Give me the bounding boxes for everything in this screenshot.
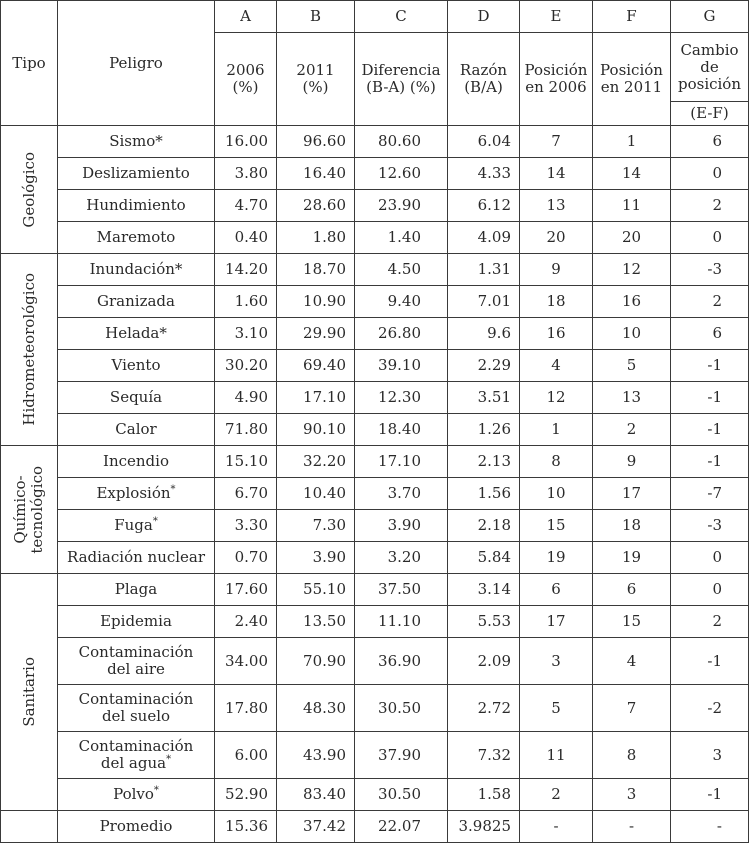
value-razon: 2.09 bbox=[448, 638, 520, 685]
value-2011: 96.60 bbox=[277, 126, 355, 158]
header-2006-line1: 2006 bbox=[226, 61, 265, 79]
value-2006: 17.80 bbox=[215, 685, 277, 732]
peligro-cell: Calor bbox=[58, 414, 215, 446]
peligro-cell bbox=[58, 779, 215, 811]
value-cambio: -3 bbox=[671, 510, 749, 542]
value-posicion-2006: 1 bbox=[520, 414, 593, 446]
header-letters-row bbox=[1, 1, 749, 33]
peligro-line2: del aire bbox=[107, 660, 165, 678]
value-cambio: 0 bbox=[671, 158, 749, 190]
value-posicion-2011: 8 bbox=[593, 732, 671, 779]
header-letter-e: E bbox=[520, 1, 593, 33]
value-posicion-2011: 2 bbox=[593, 414, 671, 446]
value-razon: 1.31 bbox=[448, 254, 520, 286]
header-cambio-line1: Cambio bbox=[680, 40, 739, 59]
table-row bbox=[1, 542, 749, 574]
value-diferencia: 17.10 bbox=[355, 446, 448, 478]
peligro-cell: Helada* bbox=[58, 318, 215, 350]
value-posicion-2006: 6 bbox=[520, 574, 593, 606]
value-posicion-2011: 10 bbox=[593, 318, 671, 350]
header-posicion-2011 bbox=[593, 33, 671, 126]
value-2006: 3.30 bbox=[215, 510, 277, 542]
value-2006: 6.00 bbox=[215, 732, 277, 779]
value-2011: 3.90 bbox=[277, 542, 355, 574]
value-2011: 29.90 bbox=[277, 318, 355, 350]
value-diferencia: 9.40 bbox=[355, 286, 448, 318]
value-posicion-2011: 6 bbox=[593, 574, 671, 606]
value-2011: 48.30 bbox=[277, 685, 355, 732]
peligro-line2: del suelo bbox=[101, 707, 171, 725]
value-2006: 4.70 bbox=[215, 190, 277, 222]
header-posicion-2006-line1: Posición bbox=[524, 61, 588, 79]
value-posicion-2011: 12 bbox=[593, 254, 671, 286]
value-2006: 34.00 bbox=[215, 638, 277, 685]
table-row bbox=[1, 510, 749, 542]
value-2011: 1.80 bbox=[277, 222, 355, 254]
value-posicion-2006: 13 bbox=[520, 190, 593, 222]
value-2011: 18.70 bbox=[277, 254, 355, 286]
header-letter-f: F bbox=[593, 1, 671, 33]
value-razon: 7.01 bbox=[448, 286, 520, 318]
tipo-geologico bbox=[1, 126, 58, 254]
peligro-label: Fuga bbox=[114, 516, 153, 534]
peligro-line1: Contaminación bbox=[78, 737, 194, 755]
value-diferencia: 80.60 bbox=[355, 126, 448, 158]
table-row bbox=[1, 126, 749, 158]
header-2011-line1: 2011 bbox=[296, 61, 335, 79]
value-posicion-2011: 11 bbox=[593, 190, 671, 222]
value-diferencia: 30.50 bbox=[355, 685, 448, 732]
value-posicion-2006: 14 bbox=[520, 158, 593, 190]
peligro-cell: Incendio bbox=[58, 446, 215, 478]
table-row bbox=[1, 414, 749, 446]
value-posicion-2011: 14 bbox=[593, 158, 671, 190]
value-diferencia: 3.20 bbox=[355, 542, 448, 574]
value-cambio: -1 bbox=[671, 414, 749, 446]
average-label: Promedio bbox=[58, 811, 215, 843]
value-2006: 71.80 bbox=[215, 414, 277, 446]
value-2011: 13.50 bbox=[277, 606, 355, 638]
value-2006: 17.60 bbox=[215, 574, 277, 606]
value-posicion-2011: 19 bbox=[593, 542, 671, 574]
header-cambio-posicion bbox=[671, 33, 749, 102]
value-cambio: -3 bbox=[671, 254, 749, 286]
value-posicion-2011: 17 bbox=[593, 478, 671, 510]
header-2011-line2: (%) bbox=[302, 78, 329, 96]
value-diferencia: 36.90 bbox=[355, 638, 448, 685]
table-row bbox=[1, 606, 749, 638]
tipo-label-line2: tecnológico bbox=[28, 465, 46, 554]
header-posicion-2006-line2: en 2006 bbox=[525, 78, 587, 96]
peligro-cell bbox=[58, 638, 215, 685]
value-posicion-2006: 11 bbox=[520, 732, 593, 779]
value-posicion-2006: 8 bbox=[520, 446, 593, 478]
value-2006: 0.40 bbox=[215, 222, 277, 254]
average-razon: 3.9825 bbox=[448, 811, 520, 843]
value-2011: 90.10 bbox=[277, 414, 355, 446]
peligro-cell: Maremoto bbox=[58, 222, 215, 254]
value-posicion-2006: 5 bbox=[520, 685, 593, 732]
peligro-cell: Plaga bbox=[58, 574, 215, 606]
value-2006: 3.80 bbox=[215, 158, 277, 190]
value-cambio: -1 bbox=[671, 779, 749, 811]
tipo-label: Sanitario bbox=[19, 657, 38, 727]
table-row bbox=[1, 478, 749, 510]
table-row bbox=[1, 446, 749, 478]
peligro-label: Polvo bbox=[113, 785, 154, 803]
table-row bbox=[1, 286, 749, 318]
peligro-line2: del agua bbox=[100, 754, 167, 772]
value-razon: 5.53 bbox=[448, 606, 520, 638]
header-razon bbox=[448, 33, 520, 126]
value-2006: 1.60 bbox=[215, 286, 277, 318]
value-2011: 17.10 bbox=[277, 382, 355, 414]
peligro-cell bbox=[58, 685, 215, 732]
table-row bbox=[1, 254, 749, 286]
value-diferencia: 30.50 bbox=[355, 779, 448, 811]
value-2006: 52.90 bbox=[215, 779, 277, 811]
average-diferencia: 22.07 bbox=[355, 811, 448, 843]
value-diferencia: 1.40 bbox=[355, 222, 448, 254]
value-posicion-2011: 9 bbox=[593, 446, 671, 478]
header-cambio-line2: de bbox=[700, 57, 719, 76]
peligro-line1: Contaminación bbox=[78, 690, 194, 708]
header-diferencia-line1: Diferencia bbox=[361, 61, 441, 79]
peligro-cell: Epidemia bbox=[58, 606, 215, 638]
value-2006: 16.00 bbox=[215, 126, 277, 158]
value-2011: 16.40 bbox=[277, 158, 355, 190]
value-razon: 2.72 bbox=[448, 685, 520, 732]
value-razon: 4.09 bbox=[448, 222, 520, 254]
value-razon: 1.56 bbox=[448, 478, 520, 510]
value-cambio: 0 bbox=[671, 222, 749, 254]
value-diferencia: 4.50 bbox=[355, 254, 448, 286]
value-posicion-2006: 4 bbox=[520, 350, 593, 382]
header-posicion-2011-line1: Posición bbox=[600, 61, 663, 79]
table-row bbox=[1, 685, 749, 732]
value-cambio: -1 bbox=[671, 382, 749, 414]
peligro-cell: Inundación* bbox=[58, 254, 215, 286]
value-posicion-2006: 15 bbox=[520, 510, 593, 542]
value-diferencia: 12.30 bbox=[355, 382, 448, 414]
value-2011: 69.40 bbox=[277, 350, 355, 382]
peligro-line2-wrap bbox=[62, 755, 210, 772]
value-cambio: 0 bbox=[671, 542, 749, 574]
value-posicion-2006: 10 bbox=[520, 478, 593, 510]
value-posicion-2011: 20 bbox=[593, 222, 671, 254]
value-2011: 70.90 bbox=[277, 638, 355, 685]
value-razon: 2.18 bbox=[448, 510, 520, 542]
peligro-cell: Sequía bbox=[58, 382, 215, 414]
value-diferencia: 26.80 bbox=[355, 318, 448, 350]
header-2006-pct bbox=[215, 33, 277, 126]
value-razon: 7.32 bbox=[448, 732, 520, 779]
table-row bbox=[1, 318, 749, 350]
value-razon: 2.29 bbox=[448, 350, 520, 382]
value-2006: 6.70 bbox=[215, 478, 277, 510]
header-diferencia-line2: (B-A) (%) bbox=[366, 78, 436, 96]
peligro-cell bbox=[58, 732, 215, 779]
table-row bbox=[1, 574, 749, 606]
peligro-cell: Sismo* bbox=[58, 126, 215, 158]
value-diferencia: 12.60 bbox=[355, 158, 448, 190]
value-2011: 28.60 bbox=[277, 190, 355, 222]
footnote-asterisk: * bbox=[152, 516, 158, 527]
average-posicion-2011: - bbox=[593, 811, 671, 843]
average-posicion-2006: - bbox=[520, 811, 593, 843]
value-2006: 30.20 bbox=[215, 350, 277, 382]
table-row bbox=[1, 158, 749, 190]
peligro-cell: Hundimiento bbox=[58, 190, 215, 222]
table-row bbox=[1, 638, 749, 685]
peligro-cell bbox=[58, 478, 215, 510]
value-posicion-2011: 7 bbox=[593, 685, 671, 732]
value-cambio: 6 bbox=[671, 126, 749, 158]
value-posicion-2011: 15 bbox=[593, 606, 671, 638]
value-razon: 1.26 bbox=[448, 414, 520, 446]
value-posicion-2006: 20 bbox=[520, 222, 593, 254]
table-row bbox=[1, 779, 749, 811]
value-2006: 14.20 bbox=[215, 254, 277, 286]
peligro-cell: Radiación nuclear bbox=[58, 542, 215, 574]
value-2011: 32.20 bbox=[277, 446, 355, 478]
value-posicion-2006: 19 bbox=[520, 542, 593, 574]
value-diferencia: 23.90 bbox=[355, 190, 448, 222]
value-posicion-2006: 16 bbox=[520, 318, 593, 350]
tipo-quimico-tecnologico bbox=[1, 446, 58, 574]
tipo-sanitario bbox=[1, 574, 58, 811]
value-cambio: -7 bbox=[671, 478, 749, 510]
value-2011: 43.90 bbox=[277, 732, 355, 779]
header-2006-line2: (%) bbox=[232, 78, 259, 96]
value-razon: 6.04 bbox=[448, 126, 520, 158]
peligro-cell: Granizada bbox=[58, 286, 215, 318]
header-letter-a: A bbox=[215, 1, 277, 33]
value-posicion-2006: 3 bbox=[520, 638, 593, 685]
value-2006: 3.10 bbox=[215, 318, 277, 350]
value-cambio: -1 bbox=[671, 638, 749, 685]
tipo-label-line1: Químico- bbox=[11, 475, 29, 544]
value-diferencia: 3.70 bbox=[355, 478, 448, 510]
header-e-minus-f: (E-F) bbox=[671, 102, 749, 126]
table-row bbox=[1, 350, 749, 382]
value-posicion-2011: 3 bbox=[593, 779, 671, 811]
value-posicion-2006: 18 bbox=[520, 286, 593, 318]
value-posicion-2006: 2 bbox=[520, 779, 593, 811]
value-2011: 10.90 bbox=[277, 286, 355, 318]
header-posicion-2011-line2: en 2011 bbox=[600, 78, 663, 96]
average-cambio: - bbox=[671, 811, 749, 843]
average-2006: 15.36 bbox=[215, 811, 277, 843]
value-posicion-2006: 12 bbox=[520, 382, 593, 414]
value-2011: 10.40 bbox=[277, 478, 355, 510]
value-posicion-2011: 5 bbox=[593, 350, 671, 382]
footnote-asterisk: * bbox=[166, 754, 172, 765]
value-cambio: -1 bbox=[671, 446, 749, 478]
header-letter-c: C bbox=[355, 1, 448, 33]
value-cambio: -2 bbox=[671, 685, 749, 732]
value-2006: 15.10 bbox=[215, 446, 277, 478]
table-row bbox=[1, 732, 749, 779]
header-posicion-2006 bbox=[520, 33, 593, 126]
value-posicion-2011: 18 bbox=[593, 510, 671, 542]
average-row bbox=[1, 811, 749, 843]
value-razon: 1.58 bbox=[448, 779, 520, 811]
footnote-asterisk: * bbox=[170, 484, 176, 495]
header-letter-d: D bbox=[448, 1, 520, 33]
tipo-label: Geológico bbox=[19, 151, 38, 228]
value-posicion-2006: 9 bbox=[520, 254, 593, 286]
header-peligro: Peligro bbox=[58, 1, 215, 126]
header-2011-pct bbox=[277, 33, 355, 126]
value-cambio: 3 bbox=[671, 732, 749, 779]
header-razon-line2: (B/A) bbox=[464, 78, 503, 96]
value-posicion-2006: 17 bbox=[520, 606, 593, 638]
value-2011: 7.30 bbox=[277, 510, 355, 542]
average-tipo bbox=[1, 811, 58, 843]
value-diferencia: 39.10 bbox=[355, 350, 448, 382]
value-diferencia: 18.40 bbox=[355, 414, 448, 446]
peligro-cell: Deslizamiento bbox=[58, 158, 215, 190]
tipo-label: Hidrometeorológico bbox=[19, 273, 38, 426]
tipo-label bbox=[12, 466, 46, 554]
peligro-label: Explosión bbox=[96, 484, 171, 502]
table-row bbox=[1, 222, 749, 254]
header-razon-line1: Razón bbox=[459, 61, 508, 79]
value-diferencia: 11.10 bbox=[355, 606, 448, 638]
value-posicion-2011: 16 bbox=[593, 286, 671, 318]
table-row bbox=[1, 382, 749, 414]
value-diferencia: 37.50 bbox=[355, 574, 448, 606]
value-cambio: -1 bbox=[671, 350, 749, 382]
header-cambio-line3: posición bbox=[677, 74, 742, 93]
average-2011: 37.42 bbox=[277, 811, 355, 843]
value-cambio: 0 bbox=[671, 574, 749, 606]
value-posicion-2006: 7 bbox=[520, 126, 593, 158]
value-diferencia: 37.90 bbox=[355, 732, 448, 779]
tipo-hidrometeorologico bbox=[1, 254, 58, 446]
value-posicion-2011: 13 bbox=[593, 382, 671, 414]
value-razon: 3.51 bbox=[448, 382, 520, 414]
value-2006: 2.40 bbox=[215, 606, 277, 638]
value-razon: 6.12 bbox=[448, 190, 520, 222]
peligro-cell: Viento bbox=[58, 350, 215, 382]
value-razon: 9.6 bbox=[448, 318, 520, 350]
value-2006: 0.70 bbox=[215, 542, 277, 574]
value-razon: 2.13 bbox=[448, 446, 520, 478]
peligro-line1: Contaminación bbox=[78, 643, 194, 661]
header-tipo: Tipo bbox=[1, 1, 58, 126]
value-cambio: 6 bbox=[671, 318, 749, 350]
value-posicion-2011: 1 bbox=[593, 126, 671, 158]
value-razon: 4.33 bbox=[448, 158, 520, 190]
header-letter-g: G bbox=[671, 1, 749, 33]
value-posicion-2011: 4 bbox=[593, 638, 671, 685]
value-cambio: 2 bbox=[671, 286, 749, 318]
value-cambio: 2 bbox=[671, 606, 749, 638]
value-razon: 3.14 bbox=[448, 574, 520, 606]
header-diferencia bbox=[355, 33, 448, 126]
table-row bbox=[1, 190, 749, 222]
value-diferencia: 3.90 bbox=[355, 510, 448, 542]
value-razon: 5.84 bbox=[448, 542, 520, 574]
peligro-cell bbox=[58, 510, 215, 542]
value-cambio: 2 bbox=[671, 190, 749, 222]
value-2011: 55.10 bbox=[277, 574, 355, 606]
footnote-asterisk: * bbox=[153, 785, 159, 796]
value-2011: 83.40 bbox=[277, 779, 355, 811]
value-2006: 4.90 bbox=[215, 382, 277, 414]
header-letter-b: B bbox=[277, 1, 355, 33]
